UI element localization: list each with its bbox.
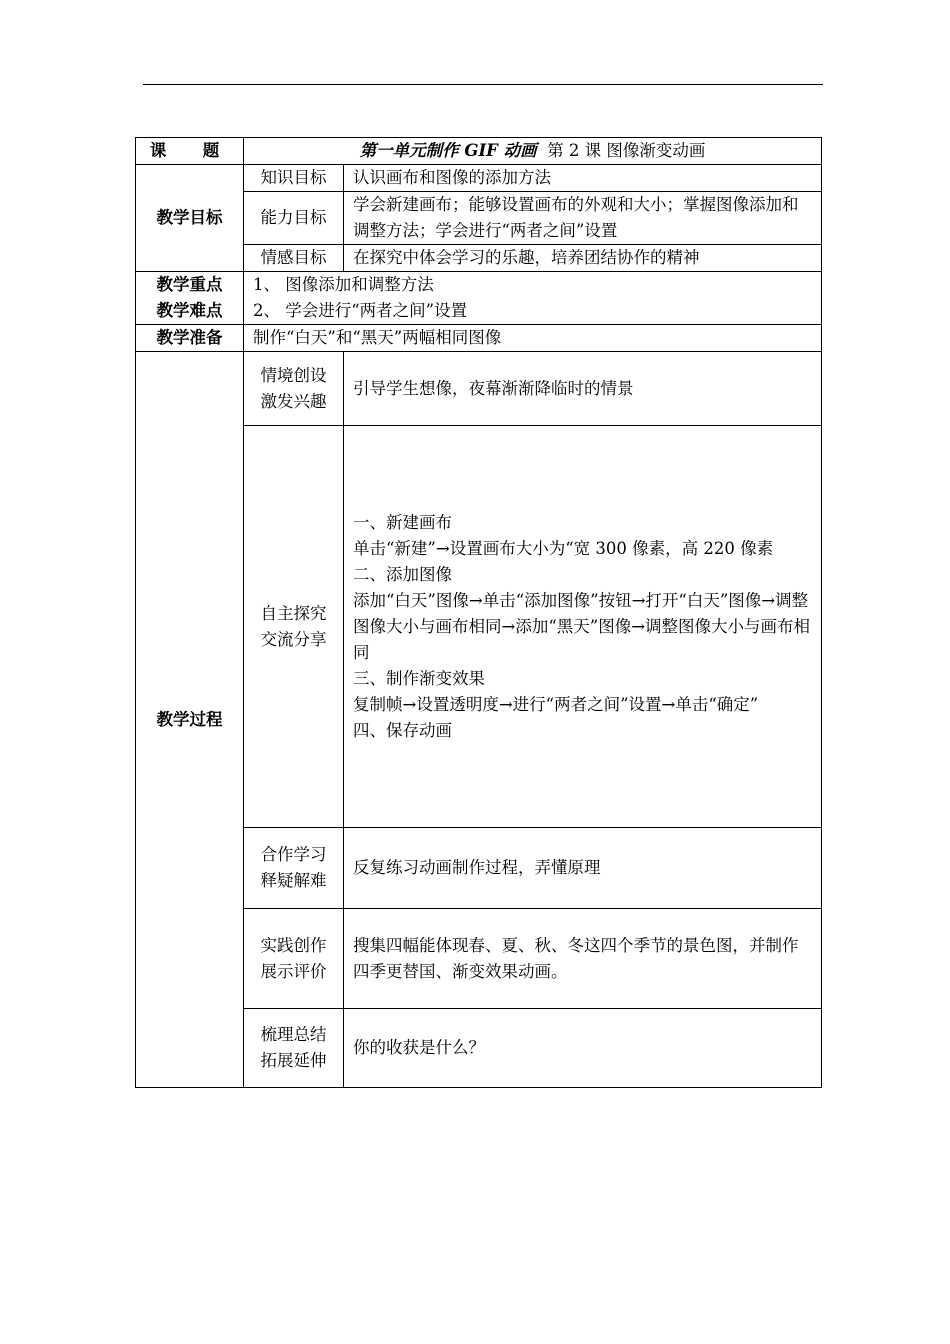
topic-label: 课 题 xyxy=(136,138,244,165)
objective-label: 知识目标 xyxy=(244,165,344,192)
stage-line: 复制帧→设置透明度→进行“两者之间”设置→单击“确定” xyxy=(353,694,759,714)
stage-label-line: 实践创作 xyxy=(260,935,327,955)
unit-title: 第一单元制作 GIF 动画 xyxy=(359,141,537,160)
lesson-plan-table xyxy=(135,137,822,1088)
preparation-text: 制作“白天”和“黑天”两幅相同图像 xyxy=(244,325,822,352)
objective-text: 在探究中体会学习的乐趣，培养团结协作的精神 xyxy=(344,245,822,272)
process-stage-row xyxy=(136,352,822,426)
preparation-label: 教学准备 xyxy=(136,325,244,352)
stage-label-line: 释疑解难 xyxy=(260,871,327,890)
stage-line: 二、添加图像 xyxy=(353,564,452,584)
objective-text: 学会新建画布；能够设置画布的外观和大小；掌握图像添加和调整方法；学会进行“两者之间”设置 xyxy=(344,192,822,245)
title-row xyxy=(136,138,822,165)
objective-label: 能力目标 xyxy=(244,192,344,245)
key-points-row xyxy=(136,272,822,325)
key-point-item: 1、 图像添加和调整方法 xyxy=(253,275,434,294)
stage-content xyxy=(344,1009,822,1088)
objectives-label: 教学目标 xyxy=(136,165,244,272)
stage-label-line: 梳理总结 xyxy=(260,1025,327,1044)
stage-label xyxy=(244,352,344,426)
stage-line: 一、新建画布 xyxy=(353,512,452,532)
stage-label-line: 交流分享 xyxy=(260,629,327,649)
objective-text: 认识画布和图像的添加方法 xyxy=(344,165,822,192)
stage-line: 你的收获是什么？ xyxy=(353,1038,485,1057)
key-points-content xyxy=(244,272,822,325)
stage-content xyxy=(344,909,822,1009)
difficulty-label: 教学难点 xyxy=(156,301,223,320)
stage-line: 反复练习动画制作过程，弄懂原理 xyxy=(353,858,601,877)
stage-label xyxy=(244,1009,344,1088)
preparation-row xyxy=(136,325,822,352)
stage-content xyxy=(344,426,822,828)
stage-label-line: 拓展延伸 xyxy=(260,1051,327,1070)
stage-line: 搜集四幅能体现春、夏、秋、冬这四个季节的景色图，并制作四季更替国、渐变效果动画。 xyxy=(353,935,799,981)
key-points-label xyxy=(136,272,244,325)
stage-label xyxy=(244,426,344,828)
lesson-title xyxy=(244,138,822,165)
lesson-subtitle: 第 2 课 图像渐变动画 xyxy=(547,141,706,160)
stage-line: 添加“白天”图像→单击“添加图像”按钮→打开“白天”图像→调整图像大小与画布相同→添加“黑天”图像→调整图像大小与画布相同 xyxy=(353,590,811,662)
stage-label xyxy=(244,828,344,909)
stage-content xyxy=(344,828,822,909)
stage-label-line: 自主探究 xyxy=(260,603,327,623)
stage-label-line: 展示评价 xyxy=(260,961,327,981)
header-rule xyxy=(143,84,823,85)
stage-label xyxy=(244,909,344,1009)
stage-label-line: 激发兴趣 xyxy=(260,391,327,411)
key-point-item: 2、 学会进行“两者之间”设置 xyxy=(253,301,468,320)
stage-label-line: 合作学习 xyxy=(260,845,327,864)
stage-line: 单击“新建”→设置画布大小为“宽 300 像素，高 220 像素 xyxy=(353,538,774,558)
stage-label-line: 情境创设 xyxy=(260,365,327,385)
stage-content xyxy=(344,352,822,426)
process-label: 教学过程 xyxy=(136,352,244,1088)
stage-line: 四、保存动画 xyxy=(353,720,452,740)
stage-line: 引导学生想像，夜幕渐渐降临时的情景 xyxy=(353,378,634,398)
objective-label: 情感目标 xyxy=(244,245,344,272)
key-point-label: 教学重点 xyxy=(156,275,223,294)
stage-line: 三、制作渐变效果 xyxy=(353,668,485,688)
objective-row-knowledge xyxy=(136,165,822,192)
